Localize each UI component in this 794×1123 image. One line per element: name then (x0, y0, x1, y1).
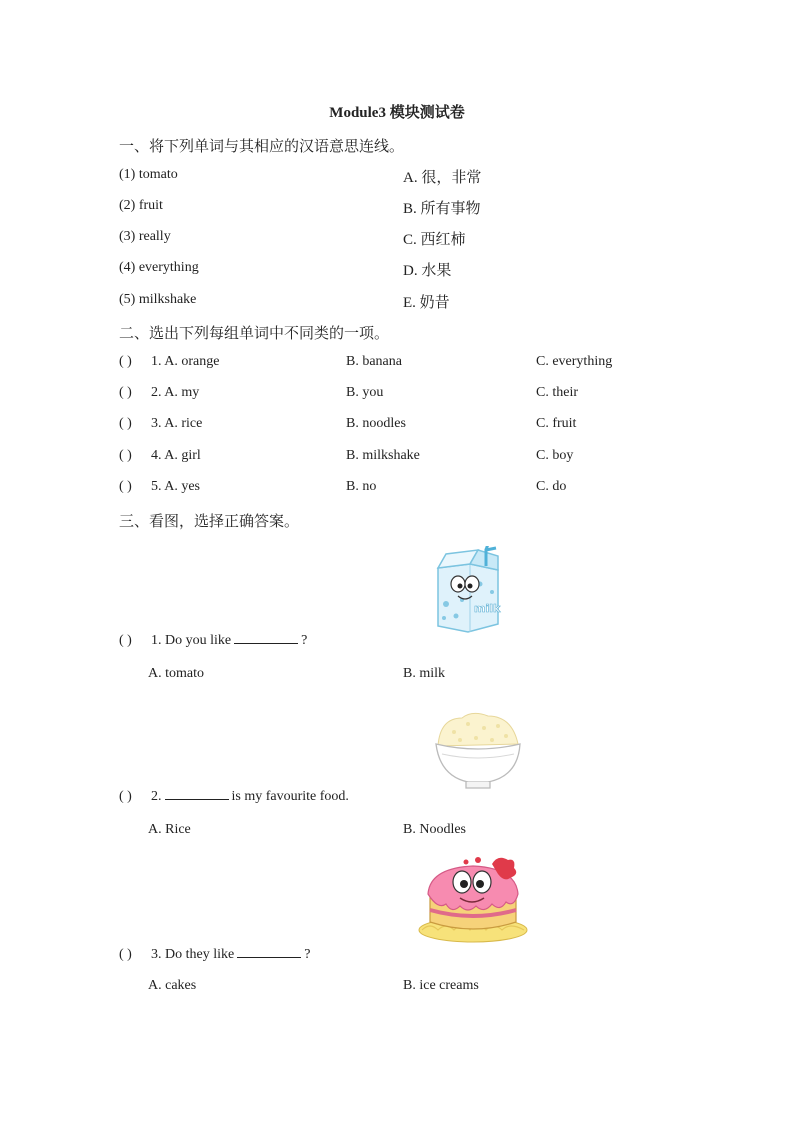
question-text-end: is my favourite food. (231, 789, 349, 804)
milk-label: milk (474, 602, 501, 615)
answer-paren[interactable]: ( ) (119, 416, 132, 431)
option-c: C. boy (536, 448, 574, 463)
match-left-5: (5) milkshake (119, 292, 197, 307)
question-3 (119, 945, 310, 963)
rice-bowl-icon (432, 710, 524, 792)
q3-option-a: A. cakes (148, 978, 197, 993)
question-1 (119, 631, 307, 649)
match-right-e: E. 奶昔 (403, 295, 450, 311)
option-c: C. fruit (536, 416, 577, 431)
question-text: 3. Do they like (151, 947, 235, 962)
page-title: Module3 模块测试卷 (329, 105, 465, 121)
q2-option-b: B. Noodles (403, 822, 466, 837)
q3-option-b: B. ice creams (403, 978, 479, 993)
option-b: B. no (346, 479, 377, 494)
question-text: 2. (151, 789, 162, 804)
match-right-d: D. 水果 (403, 263, 452, 279)
choice-row-1 (119, 354, 219, 370)
cake-icon (416, 852, 530, 946)
answer-paren[interactable]: ( ) (119, 479, 132, 494)
answer-paren[interactable]: ( ) (119, 947, 132, 962)
choice-row-3 (119, 416, 202, 432)
match-left-3: (3) really (119, 229, 171, 244)
option-c: C. their (536, 385, 578, 400)
match-right-c: C. 西红柿 (403, 232, 466, 248)
answer-blank[interactable] (165, 787, 229, 800)
match-right-a: A. 很，非常 (403, 170, 482, 186)
answer-paren[interactable]: ( ) (119, 633, 132, 648)
option-b: B. you (346, 385, 384, 400)
question-2 (119, 787, 349, 805)
option-c: C. everything (536, 354, 613, 369)
option-a: 2. A. my (151, 385, 200, 400)
q1-option-a: A. tomato (148, 666, 204, 681)
option-a: 5. A. yes (151, 479, 200, 494)
option-c: C. do (536, 479, 567, 494)
section2-heading: 二、选出下列每组单词中不同类的一项。 (119, 324, 390, 342)
match-left-1: (1) tomato (119, 167, 178, 182)
section3-heading: 三、看图，选择正确答案。 (119, 512, 300, 530)
option-b: B. noodles (346, 416, 406, 431)
choice-row-4 (119, 448, 201, 464)
choice-row-2 (119, 385, 199, 401)
answer-paren[interactable]: ( ) (119, 354, 132, 369)
match-left-2: (2) fruit (119, 198, 163, 213)
question-text-end: ? (301, 633, 308, 648)
option-b: B. banana (346, 354, 402, 369)
section1-heading: 一、将下列单词与其相应的汉语意思连线。 (119, 137, 405, 155)
answer-paren[interactable]: ( ) (119, 448, 132, 463)
answer-blank[interactable] (234, 631, 298, 644)
answer-paren[interactable]: ( ) (119, 385, 132, 400)
q2-option-a: A. Rice (148, 822, 191, 837)
option-b: B. milkshake (346, 448, 420, 463)
question-text-end: ? (304, 947, 311, 962)
question-text: 1. Do you like (151, 633, 232, 648)
option-a: 3. A. rice (151, 416, 203, 431)
match-left-4: (4) everything (119, 260, 199, 275)
option-a: 4. A. girl (151, 448, 201, 463)
answer-blank[interactable] (237, 945, 301, 958)
milk-carton-icon (432, 546, 504, 634)
option-a: 1. A. orange (151, 354, 220, 369)
answer-paren[interactable]: ( ) (119, 789, 132, 804)
match-right-b: B. 所有事物 (403, 201, 481, 217)
choice-row-5 (119, 479, 200, 495)
q1-option-b: B. milk (403, 666, 446, 681)
